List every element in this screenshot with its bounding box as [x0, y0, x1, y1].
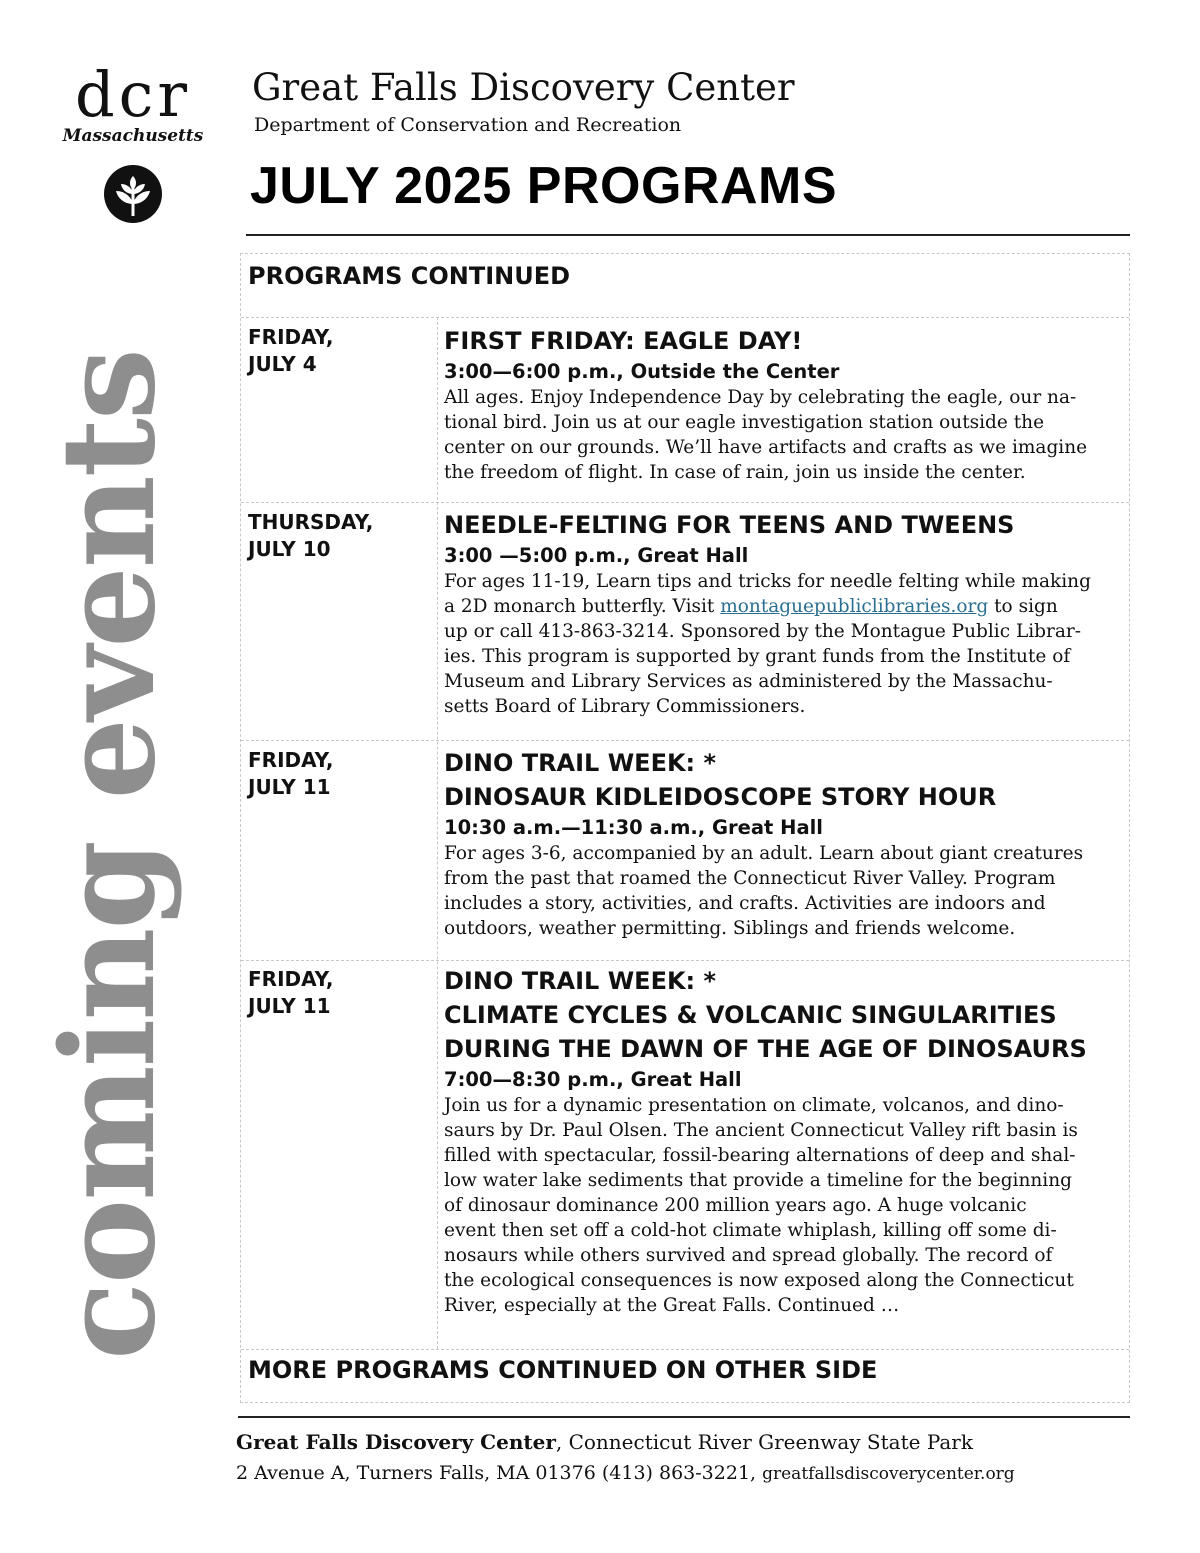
desc-line: setts Board of Library Commissioners. [444, 696, 806, 717]
department-subtitle: Department of Conservation and Recreation [254, 114, 682, 136]
desc-line: event then set off a cold-hot climate whiplash, killing off some di- [444, 1220, 1057, 1241]
library-link[interactable]: montaguepubliclibraries.org [720, 596, 989, 617]
desc-line: nosaurs while others survived and spread globally. The record of [444, 1245, 1053, 1266]
desc-line: the ecological consequences is now exposed along the Connecticut [444, 1270, 1074, 1291]
event-date [248, 324, 333, 378]
row-divider [241, 960, 1129, 961]
event-time: 7:00—8:30 p.m., Great Hall [444, 1068, 742, 1091]
header-divider [246, 234, 1130, 236]
event-time: 3:00—6:00 p.m., Outside the Center [444, 360, 840, 383]
row-divider [241, 317, 1129, 318]
row-divider [241, 502, 1129, 503]
logo-state: Massachusetts [62, 126, 204, 146]
event-description [444, 569, 1126, 719]
event-title: DINO TRAIL WEEK: * [444, 749, 717, 777]
desc-line: Join us for a dynamic presentation on climate, volcanos, and dino- [444, 1095, 1064, 1116]
section-heading: PROGRAMS CONTINUED [248, 262, 571, 290]
event-details [444, 508, 1126, 719]
footer-line-2 [236, 1462, 1015, 1484]
desc-line: All ages. Enjoy Independence Day by celebrating the eagle, our na- [444, 387, 1077, 408]
event-date [248, 747, 333, 801]
event-description [444, 385, 1126, 485]
event-day: FRIDAY, [248, 967, 334, 991]
event-title: NEEDLE-FELTING FOR TEENS AND TWEENS [444, 511, 1015, 539]
desc-line: outdoors, weather permitting. Siblings and friends welcome. [444, 918, 1016, 939]
desc-line: up or call 413-863-3214. Sponsored by the Montague Public Librar- [444, 621, 1081, 642]
event-date [248, 966, 333, 1020]
column-divider [437, 317, 438, 1349]
footer-center-name: Great Falls Discovery Center [236, 1430, 556, 1454]
footer-park: , Connecticut River Greenway State Park [555, 1430, 973, 1454]
programs-table [240, 253, 1130, 1403]
desc-line: includes a story, activities, and crafts. Activities are indoors and [444, 893, 1046, 914]
desc-line: For ages 11-19, Learn tips and tricks for needle felting while making [444, 571, 1091, 592]
event-date-text: JULY 10 [248, 537, 331, 561]
desc-line: saurs by Dr. Paul Olsen. The ancient Connecticut Valley rift basin is [444, 1120, 1078, 1141]
row-divider [241, 1349, 1129, 1350]
event-description [444, 841, 1126, 941]
logo-wordmark: dcr [74, 58, 192, 131]
event-date-text: JULY 11 [248, 994, 331, 1018]
event-date [248, 509, 373, 563]
desc-line: tional bird. Join us at our eagle investigation station outside the [444, 412, 1045, 433]
desc-line: For ages 3-6, accompanied by an adult. Learn about giant creatures [444, 843, 1084, 864]
event-details [444, 964, 1126, 1318]
event-details [444, 746, 1126, 941]
event-title: FIRST FRIDAY: EAGLE DAY! [444, 327, 803, 355]
event-description [444, 1093, 1126, 1318]
footer-divider [238, 1416, 1130, 1418]
event-title: DURING THE DAWN OF THE AGE OF DINOSAURS [444, 1035, 1087, 1063]
desc-line: filled with spectacular, fossil-bearing alternations of deep and shal- [444, 1145, 1076, 1166]
desc-line: Museum and Library Services as administered by the Massachu- [444, 671, 1053, 692]
desc-line: center on our grounds. We’ll have artifacts and crafts as we imagine [444, 437, 1088, 458]
event-title: CLIMATE CYCLES & VOLCANIC SINGULARITIES [444, 1001, 1057, 1029]
event-time: 10:30 a.m.—11:30 a.m., Great Hall [444, 816, 823, 839]
desc-line: the freedom of flight. In case of rain, join us inside the center. [444, 462, 1026, 483]
event-title: DINOSAUR KIDLEIDOSCOPE STORY HOUR [444, 783, 997, 811]
footer-address: 2 Avenue A, Turners Falls, MA 01376 (413) 863-3221, [236, 1462, 763, 1484]
desc-line: low water lake sediments that provide a timeline for the beginning [444, 1170, 1072, 1191]
desc-line: from the past that roamed the Connecticut River Valley. Program [444, 868, 1056, 889]
section-footer-heading: MORE PROGRAMS CONTINUED ON OTHER SIDE [248, 1356, 878, 1384]
event-day: FRIDAY, [248, 325, 334, 349]
desc-line: a 2D monarch butterfly. Visit montaguepubliclibraries.org to sign [444, 596, 1058, 617]
event-time: 3:00 —5:00 p.m., Great Hall [444, 544, 749, 567]
center-title: Great Falls Discovery Center [252, 66, 795, 109]
coming-events-vertical-text: coming events [34, 350, 184, 1360]
dcr-logo [58, 58, 208, 228]
event-date-text: JULY 11 [248, 775, 331, 799]
footer-line-1 [236, 1430, 973, 1454]
event-title: DINO TRAIL WEEK: * [444, 967, 717, 995]
leaf-seal-icon [103, 164, 163, 224]
desc-line: ies. This program is supported by grant funds from the Institute of [444, 646, 1071, 667]
event-date-text: JULY 4 [248, 352, 317, 376]
event-details [444, 324, 1126, 485]
footer-website[interactable]: greatfallsdiscoverycenter.org [762, 1464, 1015, 1484]
desc-line: River, especially at the Great Falls. Continued … [444, 1295, 900, 1316]
page-title: JULY 2025 PROGRAMS [250, 157, 838, 215]
event-day: FRIDAY, [248, 748, 334, 772]
event-day: THURSDAY, [248, 510, 374, 534]
desc-line: of dinosaur dominance 200 million years ago. A huge volcanic [444, 1195, 1027, 1216]
row-divider [241, 740, 1129, 741]
